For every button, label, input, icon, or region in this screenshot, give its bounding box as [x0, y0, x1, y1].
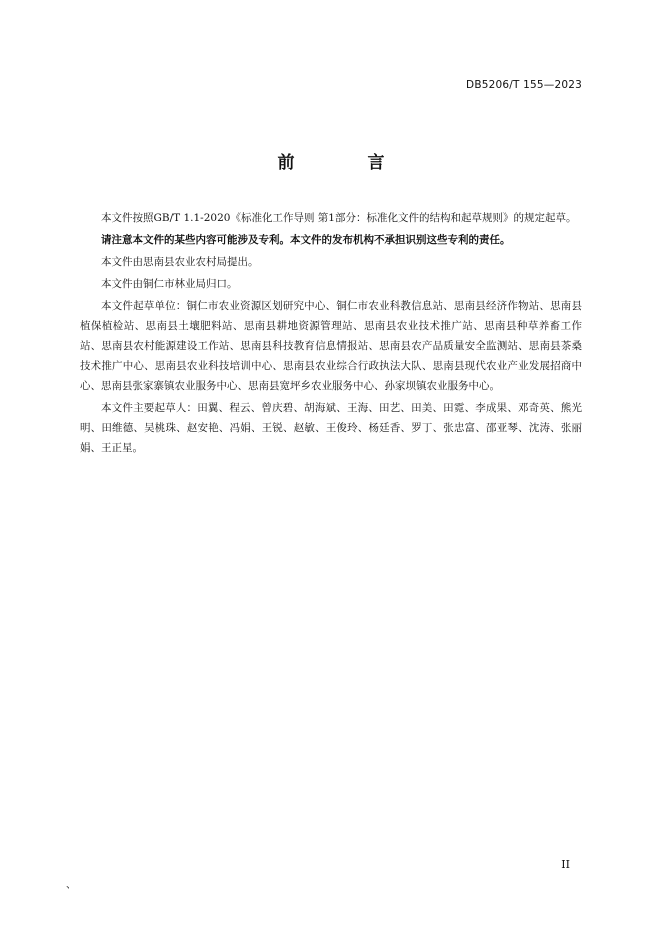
corner-mark: 、 — [66, 880, 76, 891]
paragraph-drafting-units: 本文件起草单位：铜仁市农业资源区划研究中心、铜仁市农业科教信息站、思南县经济作物站、思南县植保植检站、思南县土壤肥料站、思南县耕地资源管理站、思南县农业技术推广站、思南县种草养畜工作站、思南县农村能源建设工作站、思南县科技教育信息情报站、思南县农产品质量安全监测站、思南县茶桑技术推广中心、思南县农业科技培训中心、思南县农业综合行政执法大队、思南县现代农业产业发展招商中心、思南县张家寨镇农业服务中心、思南县宽坪乡农业服务中心、孙家坝镇农业服务中心。 — [80, 300, 582, 392]
document-body — [80, 208, 582, 460]
paragraph-patent-notice: 请注意本文件的某些内容可能涉及专利。本文件的发布机构不承担识别这些专利的责任。 — [101, 234, 511, 246]
page-number: II — [561, 858, 570, 871]
paragraph-administrator: 本文件由铜仁市林业局归口。 — [101, 278, 238, 290]
page-title: 前 言 — [277, 153, 413, 173]
paragraph-drafters: 本文件主要起草人：田翼、程云、曾庆碧、胡海斌、王海、田艺、田美、田霓、李成果、邓奇英、熊光明、田维德、吴桃珠、赵安艳、冯娟、王锐、赵敏、王俊玲、杨廷香、罗丁、张忠富、邵亚琴、沈涛、张丽娟、王正星。 — [80, 402, 582, 454]
paragraph-drafting-rules: 本文件按照GB/T 1.1-2020《标准化工作导则 第1部分：标准化文件的结构和起草规则》的规定起草。 — [101, 212, 577, 224]
document-code: DB5206/T 155—2023 — [466, 79, 582, 91]
paragraph-proposer: 本文件由思南县农业农村局提出。 — [101, 256, 259, 268]
